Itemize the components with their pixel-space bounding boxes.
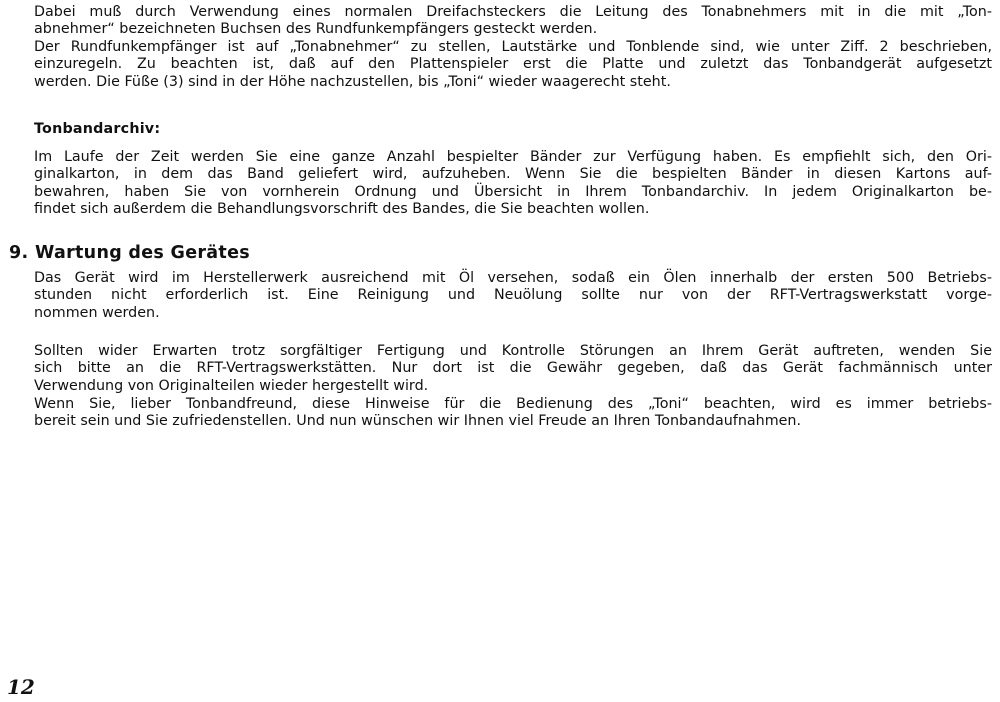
text-line: Der Rundfunkempfänger ist auf „Tonabnehmer“ zu stellen, Lautstärke und Tonblende sind, wie unter Ziff. 2 beschrieben, xyxy=(34,38,992,55)
text-line: einzuregeln. Zu beachten ist, daß auf den Plattenspieler erst die Platte und zuletzt das Tonbandgerät aufgesetzt xyxy=(34,56,992,73)
text-line: Dabei muß durch Verwendung eines normalen Dreifachsteckers die Leitung des Tonabnehmers mit in die mit „Ton- xyxy=(34,4,992,20)
text-line: Sollten wider Erwarten trotz sorgfältiger Fertigung und Kontrolle Störungen an Ihrem Gerät auftreten, wenden Sie xyxy=(34,343,992,359)
repair-paragraph xyxy=(34,343,992,395)
section-number: 9. xyxy=(9,243,29,263)
text-line: nommen werden. xyxy=(34,304,160,321)
text-line: stunden nicht erforderlich ist. Eine Reinigung und Neuölung sollte nur von der RFT-Vertragswerkstatt vorge- xyxy=(34,287,992,304)
maintenance-paragraph xyxy=(34,270,992,322)
text-line: sich bitte an die RFT-Vertragswerkstätten. Nur dort ist die Gewähr gegeben, daß das Gerät fachmännisch unter xyxy=(34,360,992,377)
text-line: bereit sein und Sie zufriedenstellen. Und nun wünschen wir Ihnen viel Freude an Ihren Tonbandaufnahmen. xyxy=(34,413,802,430)
text-line: Wenn Sie, lieber Tonbandfreund, diese Hinweise für die Bedienung des „Toni“ beachten, wird es immer betriebs- xyxy=(34,396,992,412)
text-line: ginalkarton, in dem das Band geliefert wird, aufzuheben. Wenn Sie die bespielten Bänder in diesen Kartons auf- xyxy=(34,166,992,183)
closing-paragraph xyxy=(34,396,992,431)
page-number: 12 xyxy=(7,675,35,699)
text-line: werden. Die Füße (3) sind in der Höhe nachzustellen, bis „Toni“ wieder waagerecht steht. xyxy=(34,73,671,90)
intro-paragraph xyxy=(34,4,992,91)
section-title: Wartung des Gerätes xyxy=(35,243,250,263)
archive-paragraph xyxy=(34,149,992,219)
text-line: abnehmer“ bezeichneten Buchsen des Rundfunkempfängers gesteckt werden. xyxy=(34,21,598,38)
archive-heading: Tonbandarchiv: xyxy=(34,121,161,137)
text-line: Das Gerät wird im Herstellerwerk ausreichend mit Öl versehen, sodaß ein Ölen innerhalb der ersten 500 Betriebs- xyxy=(34,270,992,286)
text-line: bewahren, haben Sie von vornherein Ordnung und Übersicht in Ihrem Tonbandarchiv. In jedem Originalkarton be- xyxy=(34,183,992,200)
text-line: Im Laufe der Zeit werden Sie eine ganze Anzahl bespielter Bänder zur Verfügung haben. Es empfiehlt sich, den Ori- xyxy=(34,149,992,165)
text-line: findet sich außerdem die Behandlungsvorschrift des Bandes, die Sie beachten wollen. xyxy=(34,201,650,218)
section-heading xyxy=(9,243,250,263)
text-line: Verwendung von Originalteilen wieder hergestellt wird. xyxy=(34,377,429,394)
